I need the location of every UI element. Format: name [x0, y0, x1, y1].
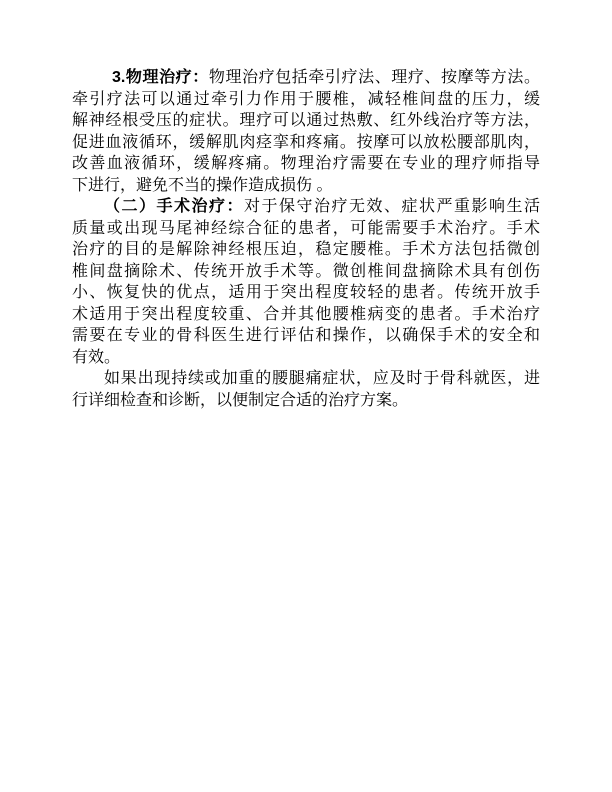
text-line: 3.物理治疗：物理治疗包括牵引疗法、理疗、按摩等方法。: [112, 69, 540, 86]
text-line: （二）手术治疗：对于保守治疗无效、症状严重影响生活: [104, 198, 540, 215]
paragraph-lead: 3.物理治疗：: [112, 69, 209, 86]
text-line: 行详细检查和诊断，以便制定合适的治疗方案。: [72, 391, 409, 409]
paragraph: [72, 196, 540, 368]
text-line: 如果出现持续或加重的腰腿痛症状，应及时于骨科就医，进: [104, 370, 540, 387]
text-line: 治疗的目的是解除神经根压迫，稳定腰椎。手术方法包括微创: [72, 241, 540, 258]
text-line: 需要在专业的骨科医生进行评估和操作，以确保手术的安全和: [72, 327, 540, 344]
text-line: 促进血液循环，缓解肌肉痉挛和疼痛。按摩可以放松腰部肌肉，: [72, 133, 540, 151]
text-line: 解神经根受压的症状。理疗可以通过热敷、红外线治疗等方法，: [72, 112, 540, 129]
text-line: 质量或出现马尾神经综合征的患者，可能需要手术治疗。手术: [72, 219, 540, 237]
text-line: 下进行，避免不当的操作造成损伤 。: [72, 176, 333, 194]
text-line: 改善血液循环，缓解疼痛。物理治疗需要在专业的理疗师指导: [72, 155, 540, 172]
text-line: 牵引疗法可以通过牵引力作用于腰椎，减轻椎间盘的压力，缓: [72, 90, 540, 108]
text-line: 术适用于突出程度较重、合并其他腰椎病变的患者。手术治疗: [72, 305, 540, 323]
paragraph: [72, 368, 540, 411]
text-block: [72, 67, 540, 411]
paragraph: [72, 67, 540, 196]
paragraph-lead: （二）手术治疗：: [104, 198, 244, 215]
text-line: 椎间盘摘除术、传统开放手术等。微创椎间盘摘除术具有创伤: [72, 262, 540, 280]
text-line: 小、恢复快的优点，适用于突出程度较轻的患者。传统开放手: [72, 284, 540, 301]
text-line: 有效。: [72, 348, 121, 366]
